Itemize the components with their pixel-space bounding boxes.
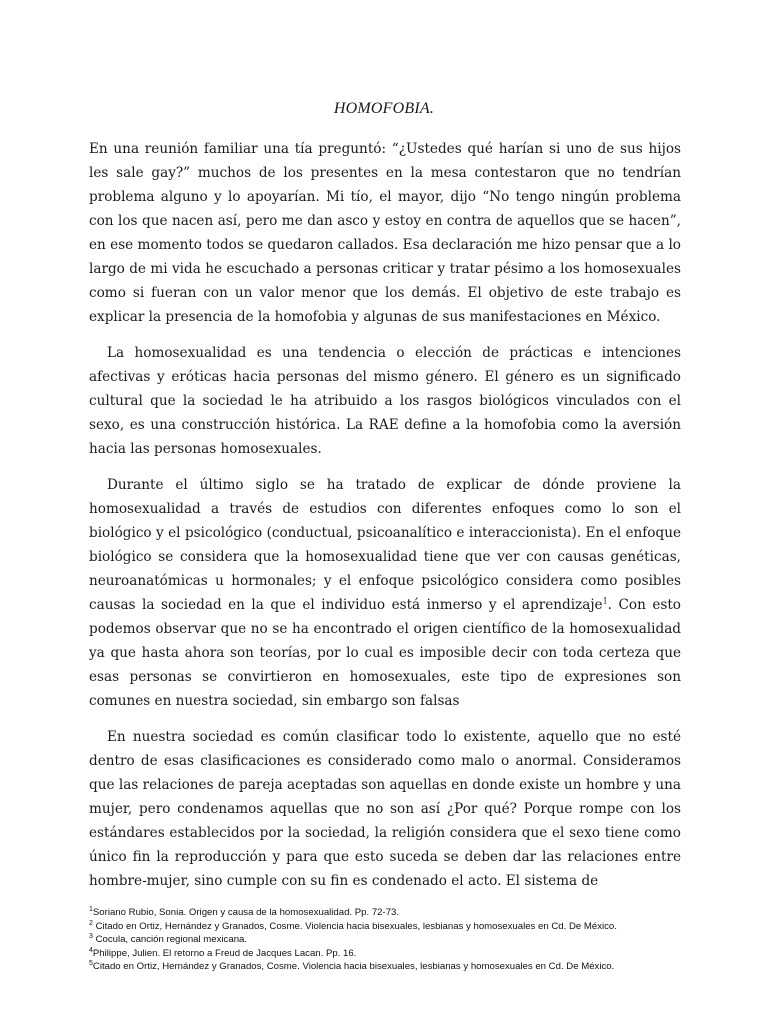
footnote-2: [89, 920, 689, 934]
footnote-number: 4: [89, 946, 93, 954]
document-body: [89, 137, 681, 905]
paragraph-2: La homosexualidad es una tendencia o elección de prácticas e intenciones afectivas y eróticas hacia personas del mismo género. El género es un significado cultural que la sociedad le ha atribuido a los rasgos biológicos vinculados con el sexo, es una construcción histórica. La RAE define a la homofobia como la aversión hacia las personas homosexuales.: [89, 345, 681, 457]
footnote-text: Soriano Rubio, Sonia. Origen y causa de la homosexualidad. Pp. 72-73.: [92, 907, 400, 918]
footnote-text: Cocula, canción regional mexicana.: [92, 934, 248, 946]
footnote-1: [89, 906, 689, 920]
footnote-5: [89, 960, 689, 974]
paragraph-3-text-before-ref: Durante el último siglo se ha tratado de explicar de dónde proviene la homosexualidad a través de estudios con diferentes enfoques como lo son el biológico y el psicológico (conductual, psicoanalítico e interaccionista). En el enfoque biológico se considera que la homosexualidad tiene que ver con causas genéticas, neuroanatómicas u hormonales; y el enfoque psicológico considera como posibles causas la sociedad en la que el individuo está inmerso y el aprendizaje: [89, 477, 681, 613]
footnote-reference: 1: [602, 596, 608, 606]
footnote-number: 1: [89, 905, 93, 913]
footnote-3: [89, 933, 689, 947]
paragraph-3-text-after-ref: . Con esto podemos observar que no se ha encontrado el origen científico de la homosexualidad ya que hasta ahora son teorías, por lo cual es imposible decir con toda certeza que esas personas se convirtieron en homosexuales, este tipo de expresiones son comunes en nuestra sociedad, sin embargo son falsas: [89, 597, 681, 709]
paragraph-1: En una reunión familiar una tía preguntó: “¿Ustedes qué harían si uno de sus hijos les sale gay?” muchos de los presentes en la mesa contestaron que no tendrían problema alguno y lo apoyarían. Mi tío, el mayor, dijo “No tengo ningún problema con los que nacen así, pero me dan asco y estoy en contra de aquellos que se hacen”, en ese momento todos se quedaron callados. Esa declaración me hizo pensar que a lo largo de mi vida he escuchado a personas criticar y tratar pésimo a los homosexuales como si fueran con un valor menor que los demás. El objetivo de este trabajo es explicar la presencia de la homofobia y algunas de sus manifestaciones en México.: [89, 141, 681, 325]
footnote-text: Citado en Ortiz, Hernández y Granados, Cosme. Violencia hacia bisexuales, lesbianas y homosexuales en Cd. De México.: [92, 920, 617, 932]
footnote-number: 2: [89, 919, 93, 927]
paragraph-4: En nuestra sociedad es común clasificar todo lo existente, aquello que no esté dentro de esas clasificaciones es considerado como malo o anormal. Consideramos que las relaciones de pareja aceptadas son aquellas en donde existe un hombre y una mujer, pero condenamos aquellas que no son así ¿Por qué? Porque rompe con los estándares establecidos por la sociedad, la religión considera que el sexo tiene como único fin la reproducción y para que esto suceda se deben dar las relaciones entre hombre-mujer, sino cumple con su fin es condenado el acto. El sistema de: [89, 729, 681, 889]
footnote-4: [89, 947, 689, 961]
footnotes: [89, 906, 689, 974]
footnote-number: 3: [89, 933, 93, 940]
footnote-number: 5: [89, 960, 93, 968]
footnote-text: Citado en Ortiz, Hernández y Granados, Cosme. Violencia hacia bisexuales, lesbianas y homosexuales en Cd. De México.: [92, 961, 615, 973]
document-title: HOMOFOBIA.: [333, 100, 435, 117]
paragraph-3: [89, 473, 681, 713]
footnote-text: Philippe, Julien. El retorno a Freud de Jacques Lacan. Pp. 16.: [92, 947, 357, 959]
